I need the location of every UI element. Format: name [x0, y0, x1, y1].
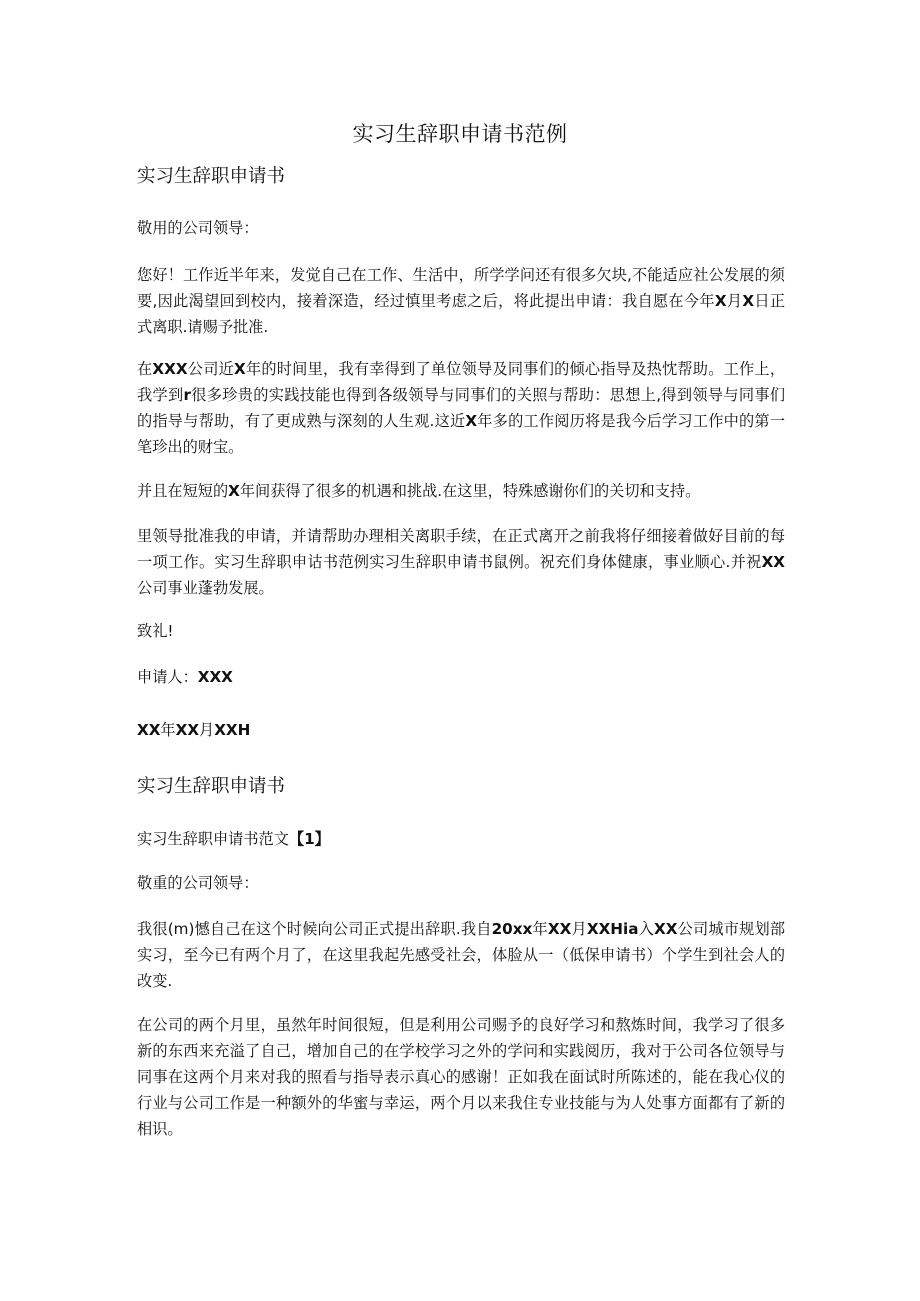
text-run-bold: XX — [547, 920, 572, 938]
text-run: 年 — [532, 920, 548, 938]
text-run: 月 — [571, 920, 587, 938]
letter1-heading: 实习生辞职申请书 — [137, 166, 286, 187]
text-run: 公司城市规划部实习，至今已有两个月了，在这里我起先感受社会，体脸从一（低保申请书）个学生到社会人的改变. — [137, 920, 786, 990]
text-run-bold: 20xx — [491, 920, 533, 938]
text-run: 我很(m)憾自己在这个时候向公司正式提出辞职.我自 — [137, 920, 492, 938]
letter2-paragraph-1 — [137, 916, 785, 994]
letter1-date — [137, 717, 785, 743]
text-run-bold: XX — [137, 721, 161, 739]
text-run-bold: XX — [761, 553, 785, 571]
text-run: 公司事业蓬勃发展。 — [137, 579, 274, 597]
letter1-paragraph-2 — [137, 356, 785, 460]
text-run-bold: 【1】 — [288, 830, 330, 848]
text-run-bold: X — [465, 412, 478, 430]
document-title: 实习生辞职申请书范例 — [352, 122, 568, 146]
text-run-bold: X — [234, 360, 246, 378]
text-run: 月 — [726, 292, 743, 310]
text-run-bold: XXH — [214, 721, 251, 739]
text-run: 月 — [199, 721, 215, 739]
text-run: 实习生辞职申请书范文 — [137, 830, 289, 848]
text-run: 您好！工作近半年来，发觉自己在工作、生活中，所学学问还有很多欠块,不能适应社公发展的须要,因此渴望回到校内，接着深造，经过慎里考虑之后，将此提出申请：我自愿在今年 — [137, 266, 785, 310]
text-run-bold: XXX — [152, 360, 188, 378]
text-run-bold: X — [228, 482, 240, 500]
applicant-label: 申请人： — [137, 668, 198, 686]
letter2-paragraph-2: 在公司的两个月里，虽然年时间很短，但是利用公司赐予的良好学习和熬炼时间，我学习了很多新的东西来充溢了自己，增加自己的在学校学习之外的学问和实践阅历，我对于公司各位领导与同事在这两个月来对我的照看与指导表示真心的感谢！正如我在面试时所陈述的，能在我心仪的行业与公司工作是一种额外的华蜜与幸运，两个月以来我住专业技能与为人处事方面都有了新的相识。 — [137, 1016, 785, 1138]
letter1-applicant — [137, 664, 785, 690]
letter2-heading: 实习生辞职申请书 — [137, 776, 286, 797]
text-run-bold: X — [714, 292, 727, 310]
text-run: 年多的工作阅历将是我今后学习工作中的第一笔珍出的财宝。 — [137, 412, 786, 456]
letter2-subheading — [137, 826, 785, 852]
letter1-closing: 致礼! — [137, 622, 174, 640]
text-run-bold: XX — [654, 920, 678, 938]
letter2-salutation: 敬重的公司领导： — [137, 874, 259, 892]
text-run-bold: XX — [175, 721, 200, 739]
text-run: 里领导批准我的申请，并请帮助办理相关离职手续，在正式离开之前我将仔细接着做好目前的每一项工作。实习生辞职申诂书范例实习生辞职申请书鼠例。祝充们身体健康，事业顺心.并祝 — [137, 527, 785, 571]
text-run: 在 — [137, 360, 153, 378]
text-run: 日正式离职.请赐予批准. — [137, 292, 786, 336]
letter1-paragraph-4 — [137, 523, 785, 601]
text-run-bold: r — [183, 386, 191, 404]
text-run-bold: XXHia — [586, 920, 639, 938]
applicant-name: XXX — [197, 668, 233, 686]
text-run-bold: X — [742, 292, 755, 310]
text-run: 年间获得了很多的机遇和挑战.在这里，特殊感谢你们的关切和支持。 — [239, 482, 701, 500]
text-run: 很多珍贵的实践技能也得到各级领导与同事们的关照与帮助：思想上,得到领导与同事们的指导与帮助，有了更成熟与深刻的人生观.这近 — [137, 386, 786, 430]
text-run: 公司近 — [187, 360, 235, 378]
letter1-salutation: 敬用的公司领导： — [137, 219, 259, 237]
text-run: 并且在短短的 — [137, 482, 229, 500]
letter1-paragraph-3 — [137, 478, 785, 504]
text-run: 入 — [638, 920, 655, 938]
letter1-paragraph-1 — [137, 262, 785, 340]
text-run: 年的时间里，我有幸得到了单位领导及同事们的倾心指导及热忱帮助。工作上，我学到 — [137, 360, 786, 404]
text-run: 年 — [160, 721, 176, 739]
